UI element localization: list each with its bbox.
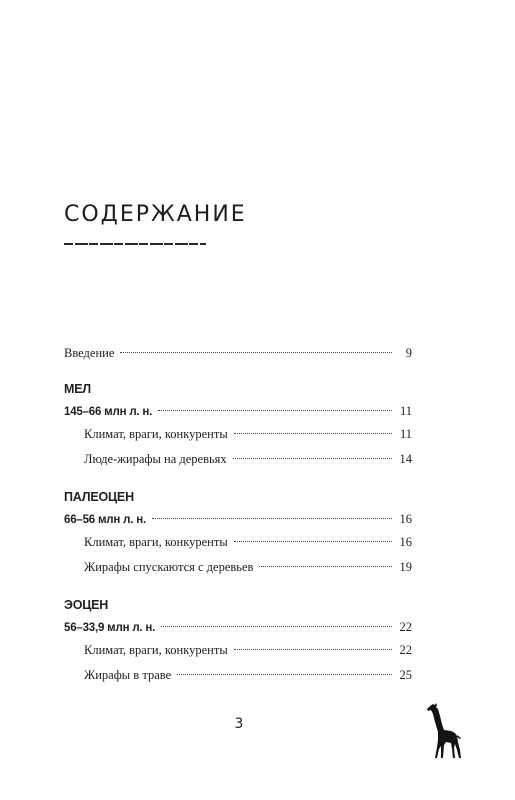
toc-entry-label: Климат, враги, конкуренты <box>84 643 228 657</box>
toc-entry-page: 14 <box>399 452 412 466</box>
toc-entry-range[interactable] <box>64 508 412 530</box>
toc-entry-page: 9 <box>405 346 412 360</box>
toc-entry[interactable] <box>64 555 412 580</box>
title-underline <box>64 243 206 245</box>
table-of-contents <box>64 342 412 688</box>
dot-leader <box>152 518 392 519</box>
toc-entry[interactable] <box>64 530 412 555</box>
toc-entry-page: 16 <box>399 535 412 549</box>
section-heading: ПАЛЕОЦЕН <box>64 490 134 504</box>
giraffe-icon <box>424 702 462 760</box>
toc-entry-label: 66–56 млн л. н. <box>64 514 146 526</box>
dot-leader <box>234 649 392 650</box>
toc-entry-label: Введение <box>64 346 115 360</box>
toc-entry-label: Климат, враги, конкуренты <box>84 535 228 549</box>
toc-entry-page: 11 <box>399 427 412 441</box>
dot-leader <box>234 433 392 434</box>
toc-entry[interactable] <box>64 638 412 663</box>
toc-entry-label: Климат, враги, конкуренты <box>84 427 228 441</box>
page-title: СОДЕРЖАНИЕ <box>64 202 247 227</box>
dot-leader <box>161 626 392 627</box>
toc-entry-page: 22 <box>399 620 412 634</box>
page-number: 3 <box>234 716 244 732</box>
toc-entry-label: Жирафы в траве <box>84 668 172 682</box>
toc-entry[interactable] <box>64 663 412 688</box>
toc-entry-page: 11 <box>399 404 412 418</box>
toc-entry-page: 16 <box>399 512 412 526</box>
toc-entry[interactable] <box>64 447 412 472</box>
toc-entry-intro[interactable] <box>64 342 412 364</box>
toc-entry-range[interactable] <box>64 616 412 638</box>
toc-entry-label: 145–66 млн л. н. <box>64 406 153 418</box>
toc-entry-page: 22 <box>399 643 412 657</box>
toc-entry-range[interactable] <box>64 400 412 422</box>
dot-leader <box>158 410 392 411</box>
toc-entry-label: Жирафы спускаются с деревьев <box>84 560 254 574</box>
dot-leader <box>177 674 392 675</box>
toc-entry-label: 56–33,9 млн л. н. <box>64 622 156 634</box>
section-heading: ЭОЦЕН <box>64 598 109 612</box>
section-heading: МЕЛ <box>64 382 91 396</box>
dot-leader <box>234 541 392 542</box>
toc-entry[interactable] <box>64 422 412 447</box>
toc-entry-page: 19 <box>399 560 412 574</box>
dot-leader <box>120 352 392 353</box>
toc-entry-page: 25 <box>399 668 412 682</box>
dot-leader <box>233 458 392 459</box>
toc-entry-label: Люде-жирафы на деревьях <box>84 452 227 466</box>
dot-leader <box>259 566 392 567</box>
